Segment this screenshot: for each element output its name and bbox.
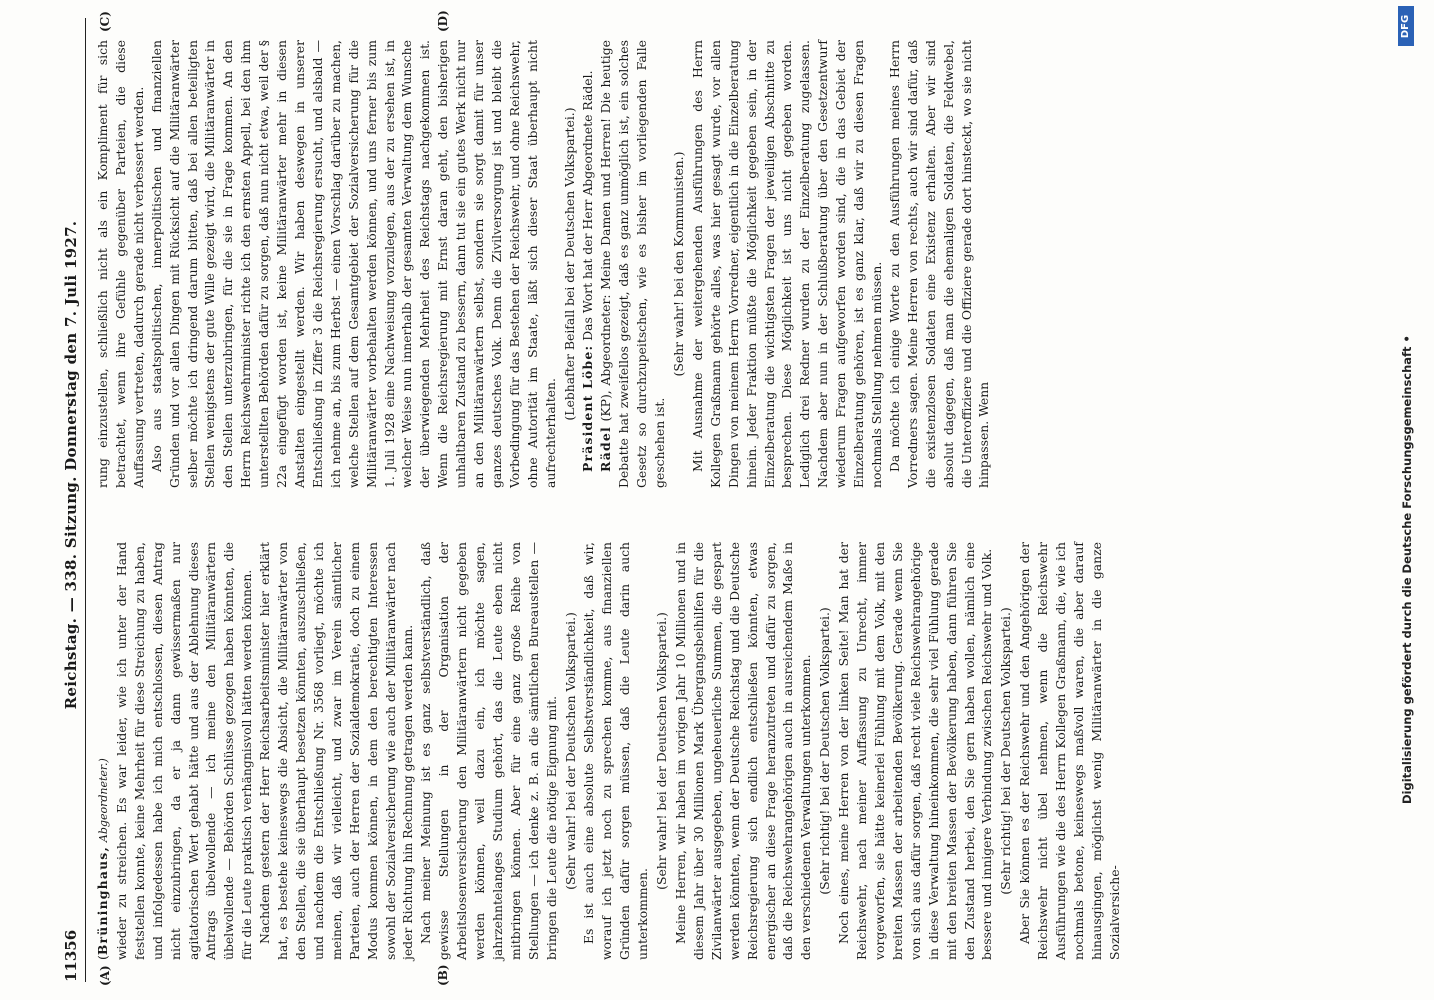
document-sheet bbox=[58, 0, 1122, 1000]
body-paragraph: Also aus staatspolitischen, innerpolitischen und finanziellen Gründen und vor allen Dingen mit Rücksicht auf die Militäranwärter selber möchte ich dringend darum bitten, daß bei allen beteiligten Stellen wenigstens der gute Wille gezeigt wird, die Militäranwärter in den Stellen unterzubringen, für die sie in Frage kommen. An den Herrn Reichswehrminister richte ich den ernsten Appell, bei den ihm unterstellten Behörden dafür zu sorgen, daß nun nicht etwa, weil der § 22a eingefügt worden ist, keine Militäranwärter mehr in diesen Anstalten eingestellt werden. Wir haben deswegen in unserer Entschließung in Ziffer 3 die Reichsregierung ersucht, und alsbald — ich nehme an, bis zum Herbst — einen Vorschlag darüber zu machen, welche Stellen auf dem Gesamtgebiet der Sozialversicherung für die Militäranwärter vorbehalten werden können, und uns ferner bis zum 1. Juli 1928 eine Nachweisung vorzulegen, aus der zu ersehen ist, in welcher Weise nun innerhalb der gesamten Verwaltung dem Wunsche der überwiegenden Mehrheit des Reichstags nachgekommen ist. Wenn die Reichsregierung mit Ernst daran geht, den bisherigen unhaltbaren Zustand zu bessern, dann tut sie ein gutes Werk nicht nur an den Militäranwärtern selbst, sondern sie sorgt damit für unser ganzes deutsches Volk. Denn die Zivilversorgung ist und bleibt die Vorbedingung für das Bestehen der Reichswehr, und ohne Reichswehr, ohne Autorität im Staate, läßt sich dieser Staat überhaupt nicht aufrechterhalten. bbox=[148, 40, 558, 488]
speaker-role: Abgeordneter.) bbox=[97, 758, 110, 843]
body-paragraph: Noch eines, meine Herren von der linken Seite! Man hat der Reichswehr, nach meiner Auffassung zu Unrecht, immer vorgeworfen, sie hätte keinerlei Fühlung mit dem Volk, mit den breiten Massen der arbeitenden Bevölkerung. Gerade wenn Sie von sich aus dafür sorgen, daß recht viele Reichswehrangehörige in diese Verwaltung hineinkommen, die sehr viel Fühlung gerade mit den breiten Massen der Bevölkerung haben, dann führen Sie den Zustand herbei, den Sie gern haben wollen, nämlich eine bessere und innigere Verbindung zwischen Reichswehr und Volk. bbox=[836, 542, 995, 960]
speaker-name: Rädel bbox=[598, 426, 614, 472]
body-paragraph: Es ist auch eine absolute Selbstverständlichkeit, daß wir, worauf ich jetzt noch zu sprechen komme, aus finanziellen Gründen dafür sorgen müssen, daß die Leute darin auch unterkommen. bbox=[581, 542, 651, 960]
speaker-paragraph bbox=[597, 40, 669, 488]
credit-text: Digitalisierung gefördert durch die Deutsche Forschungsgemeinschaft • bbox=[1400, 335, 1414, 804]
speech-text: Das Wort hat der Herr Abgeordnete Rädel. bbox=[580, 70, 596, 341]
speaker-heading bbox=[94, 542, 113, 960]
left-text-column bbox=[94, 542, 1122, 960]
speech-text: (KP), Abgeordneter: Meine Damen und Herren! Die heutige Debatte hat zweifellos gezeigt, daß es ganz unmöglich ist, ein solches Gesetz so durchzupeitschen, wie es bisher im vorliegenden Falle geschehen ist. bbox=[598, 40, 668, 488]
body-paragraph: wieder zu streichen. Es war leider, wie ich unter der Hand feststellen konnte, keine Mehrheit für diese Streichung zu haben, und infolgedessen habe ich mich entschlossen, diesen Antrag nicht einzubringen, da er ja dann gewissermaßen nur agitatorischen Wert gehabt hätte und aus der Ablehnung dieses Antrags übelwollende — ich meine den Militäranwärtern übelwollende — Behörden Schlüsse gezogen haben könnten, die für die Leute praktisch verhängnisvoll hätten werden können. bbox=[113, 542, 255, 960]
interjection: (Sehr wahr! bei den Kommunisten.) bbox=[671, 151, 686, 377]
interjection: (Lebhafter Beifall bei der Deutschen Volkspartei.) bbox=[561, 107, 577, 421]
interjection: (Sehr wahr! bei der Deutschen Volkspartei.) bbox=[654, 612, 670, 890]
running-header bbox=[58, 18, 86, 982]
interjection: (Sehr richtig! bei der Deutschen Volkspartei.) bbox=[998, 607, 1014, 895]
running-title: Reichstag. — 338. Sitzung. Donnerstag den 7. Juli 1927. bbox=[62, 220, 80, 710]
body-paragraph: Da möchte ich einige Worte zu den Ausführungen meines Herrn Vorredners sagen. Meine Herren von rechts, auch wir sind dafür, daß die existenzlosen Soldaten eine Existenz erhalten. Aber wir sind absolut dagegen, daß man die ehemaligen Soldaten, die Feldwebel, die Unteroffiziere und die Offiziere gerade dort hinsteckt, wo sie nicht hinpassen. Wenn bbox=[886, 40, 992, 488]
body-paragraph: Aber Sie können es der Reichswehr und den Angehörigen der Reichswehr nicht übel nehmen, wenn die Reichswehr Ausführungen wie die des Herrn Kollegen Graßmann, die, wie ich nochmals betone, keineswegs maßvoll waren, die aber darauf hinausgingen, möglichst wenig Militäranwärter in die ganze Sozialversiche- bbox=[1017, 542, 1122, 960]
interjection: (Sehr richtig! bei der Deutschen Volkspartei.) bbox=[817, 607, 833, 895]
margin-mark-a: (A) bbox=[98, 965, 112, 986]
dfg-logo: DFG bbox=[1398, 6, 1414, 46]
margin-mark-d: (D) bbox=[436, 10, 450, 32]
speaker-paragraph bbox=[579, 40, 597, 488]
margin-mark-b: (B) bbox=[436, 964, 450, 986]
speaker-heading-paren: ( bbox=[95, 955, 110, 960]
digitization-credit bbox=[1388, 0, 1434, 1000]
speaker-name: Brüninghaus, bbox=[95, 846, 110, 956]
body-paragraph: Meine Herren, wir haben im vorigen Jahr 10 Millionen und in diesem Jahr über 30 Millionen Mark Übergangsbeihilfen für die Zivilanwärter ausgegeben, ungeheuerliche Summen, die gespart werden könnten, wenn der Deutsche Reichstag und die Deutsche Reichsregierung sich endlich entschließen könnten, etwas energischer an diese Frage heranzutreten und dafür zu sorgen, daß die Reichswehrangehörigen auch in ausreichendem Maße in den verschiedenen Verwaltungen unterkommen. bbox=[673, 542, 814, 960]
body-paragraph: Mit Ausnahme der weitergehenden Ausführungen des Herrn Kollegen Graßmann gehörte alles, was hier gesagt wurde, vor allen Dingen von meinem Herrn Vorredner, eigentlich in die Einzelberatung hinein. Jeder Fraktion müßte die Möglichkeit gegeben sein, in der Einzelberatung die wichtigsten Fragen der jeweiligen Abschnitte zu besprechen. Diese Möglichkeit ist uns nicht gegeben worden. Lediglich drei Redner wurden zu der Einzelberatung zugelassen. Nachdem aber nun in der Schlußberatung über den Gesetzentwurf wiederum Fragen aufgeworfen worden sind, die in das Gebiet der Einzelberatung gehören, ist es ganz klar, daß wir zu diesen Fragen nochmals Stellung nehmen müssen. bbox=[689, 40, 884, 488]
right-text-column bbox=[94, 40, 992, 488]
page-number: 11356 bbox=[62, 929, 80, 982]
body-paragraph: Nach meiner Meinung ist es ganz selbstverständlich, daß gewisse Stellungen in der Organisation der Arbeitslosenversicherung den Militäranwärtern nicht gegeben werden können, weil dazu ein, ich möchte sagen, jahrzehntelanges Studium gehört, das die Leute eben nicht mitbringen können. Aber für eine ganz große Reihe von Stellungen — ich denke z. B. an die sämtlichen Bureaustellen — bringen die Leute die nötige Eignung mit. bbox=[418, 542, 559, 960]
body-paragraph: Nachdem gestern der Herr Reichsarbeitsminister hier erklärt hat, es bestehe keineswegs die Absicht, die Militäranwärter von den Stellen, die sie überhaupt besetzen könnten, auszuschließen, und nachdem die Entschließung Nr. 3568 vorliegt, möchte ich meinen, daß wir vielleicht, und zwar im Verein sämtlicher Parteien, auch der Herren der Sozialdemokratie, doch zu einem Modus kommen können, in dem den berechtigten Interessen sowohl der Sozialversicherung wie auch der Militäranwärter nach jeder Richtung hin Rechnung getragen werden kann. bbox=[257, 542, 416, 960]
margin-mark-c: (C) bbox=[98, 11, 112, 32]
interjection: (Sehr wahr! bei der Deutschen Volkspartei.) bbox=[562, 612, 578, 890]
speaker-name: Präsident Löbe: bbox=[580, 344, 596, 472]
body-paragraph: rung einzustellen, schließlich nicht als ein Kompliment für sich betrachtet, wenn ihre Gefühle gegenüber Parteien, die diese Auffassung vertreten, dadurch gerade nicht verbessert werden. bbox=[95, 40, 146, 488]
